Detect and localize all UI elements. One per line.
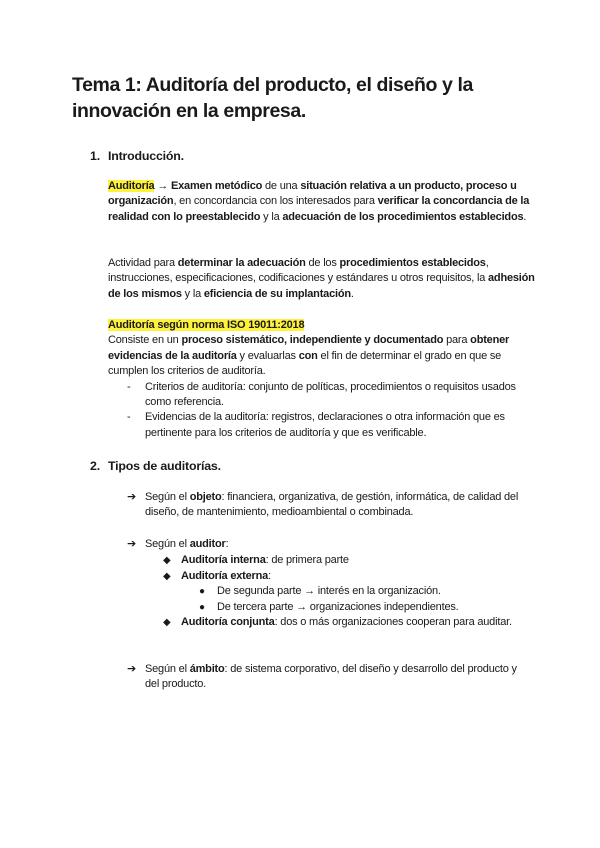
list-item-auditor: ➔ Según el auditor: [127,537,527,552]
iso-heading: Auditoría según norma ISO 19011:2018 [108,319,305,331]
list-item-conjunta: ◆ Auditoría conjunta: dos o más organizaciones cooperan para auditar. [163,615,523,630]
section-title: Introducción. [108,149,184,163]
list-item-ambito: ➔ Según el ámbito: de sistema corporativo, del diseño y desarrollo del producto y del producto. [127,663,517,691]
iso-block: Auditoría según norma ISO 19011:2018 Consiste en un proceso sistemático, independiente y documentado para obtener evidencias de la auditoría y evaluarlas con el fin de determinar el grado en que se cumplen los criterios de auditoría. - Criterios de auditoría: conjunto de políticas, procedimientos o requisitos usados como referencia. - Evidencias de la auditoría: registros, declaraciones o otra información que es pertinente para los criterios de auditoría y que es verificable. [108,318,538,441]
list-item-tercera-parte: ● De tercera parte → organizaciones independientes. [199,600,559,615]
term-auditoria: Auditoría [108,180,155,192]
diamond-bullet-icon: ◆ [163,617,171,628]
diamond-bullet-icon: ◆ [163,571,171,582]
dot-bullet-icon: ● [199,602,205,613]
diamond-bullet-icon: ◆ [163,555,171,566]
list-item-objeto: ➔ Según el objeto: financiera, organizativa, de gestión, informática, de calidad del diseño, de mantenimiento, medioambiental o combinada. [127,491,519,519]
dot-bullet-icon: ● [199,586,205,597]
list-item: - Criterios de auditoría: conjunto de políticas, procedimientos o requisitos usados como referencia. [127,380,516,409]
activity-paragraph: Actividad para determinar la adecuación de los procedimientos establecidos, instrucciones, especificaciones, codificaciones y estándares u otros requisitos, la adhesión de los mismos y la eficiencia de su implantación. [108,257,535,300]
arrow-bullet-icon: ➔ [127,491,137,503]
list-item-segunda-parte: ● De segunda parte → interés en la organización. [199,584,559,599]
dash-bullet: - [127,380,131,393]
list-item: - Evidencias de la auditoría: registros, declaraciones o otra información que es pertinente para los criterios de auditoría y que es verificable. [127,411,505,439]
definition-paragraph: Auditoría → Examen metódico de una situación relativa a un producto, proceso u organización, en concordancia con los interesados para verificar la concordancia de la realidad con lo preestablecido y la adecuación de los procedimientos establecidos. [108,180,530,223]
section-title: Tipos de auditorías. [108,459,221,473]
section-number: 2. [90,459,100,473]
section-heading-tipos [90,458,221,474]
section-heading-introduccion [90,148,184,164]
arrow-bullet-icon: ➔ [127,538,137,550]
arrow-bullet-icon: ➔ [127,663,137,675]
list-item-interna: ◆ Auditoría interna: de primera parte [163,553,523,568]
section-number: 1. [90,149,100,163]
dash-bullet: - [127,411,131,424]
list-item-externa: ◆ Auditoría externa: [163,569,523,584]
page-title: Tema 1: Auditoría del producto, el diseño y la innovación en la empresa. [72,74,473,122]
